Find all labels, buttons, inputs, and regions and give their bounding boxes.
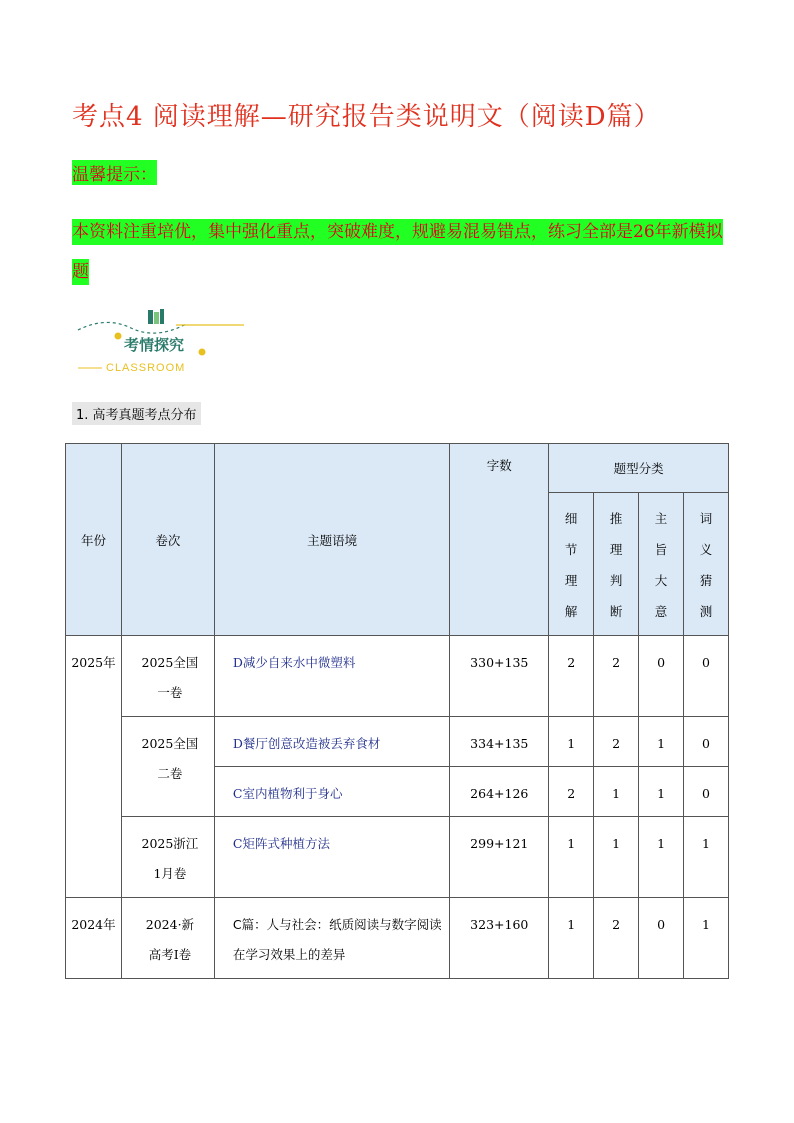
header-main-idea: 主旨大意 — [639, 493, 684, 636]
cell-topic: D减少自来水中微塑料 — [214, 636, 449, 717]
cell-year: 2025年 — [66, 636, 122, 898]
cell-words: 323+160 — [450, 898, 549, 979]
tip-label: 温馨提示： — [72, 160, 157, 185]
table-row — [66, 817, 729, 898]
header-inference: 推理判断 — [594, 493, 639, 636]
cell-paper: 2025全国二卷 — [121, 717, 214, 817]
cell-words: 299+121 — [450, 817, 549, 898]
cell-words: 334+135 — [450, 717, 549, 767]
cell-topic: C矩阵式种植方法 — [214, 817, 449, 898]
header-year: 年份 — [66, 444, 122, 636]
cell-count: 2 — [549, 767, 594, 817]
cell-count: 1 — [594, 817, 639, 898]
cell-count: 1 — [684, 898, 729, 979]
header-topic: 主题语境 — [214, 444, 449, 636]
cell-count: 0 — [684, 717, 729, 767]
cell-count: 2 — [594, 898, 639, 979]
table-row — [66, 717, 729, 767]
cell-count: 0 — [684, 636, 729, 717]
cell-count: 1 — [594, 767, 639, 817]
cell-topic: C室内植物利于身心 — [214, 767, 449, 817]
notice-paragraph — [72, 212, 732, 292]
cell-count: 1 — [549, 817, 594, 898]
section-title: 1. 高考真题考点分布 — [72, 402, 201, 425]
table-row — [66, 636, 729, 717]
header-paper: 卷次 — [121, 444, 214, 636]
cell-count: 1 — [549, 717, 594, 767]
exam-distribution-table — [65, 443, 729, 979]
header-word-meaning: 词义猜测 — [684, 493, 729, 636]
cell-count: 2 — [549, 636, 594, 717]
notice-text: 本资料注重培优，集中强化重点，突破难度，规避易混易错点，练习全部是26年新模拟题 — [72, 219, 723, 285]
cell-count: 1 — [639, 717, 684, 767]
cell-count: 2 — [594, 717, 639, 767]
cell-count: 0 — [684, 767, 729, 817]
cell-count: 1 — [684, 817, 729, 898]
cell-count: 1 — [639, 817, 684, 898]
logo-subtitle: CLASSROOM — [106, 362, 186, 374]
logo-banner — [76, 306, 256, 378]
header-words: 字数 — [450, 444, 549, 636]
cell-year: 2024年 — [66, 898, 122, 979]
cell-count: 1 — [639, 767, 684, 817]
cell-paper: 2025全国一卷 — [121, 636, 214, 717]
cell-count: 0 — [639, 636, 684, 717]
cell-paper: 2024·新高考Ⅰ卷 — [121, 898, 214, 979]
header-detail: 细节理解 — [549, 493, 594, 636]
cell-count: 1 — [549, 898, 594, 979]
logo-text: 考情探究 — [124, 336, 185, 354]
cell-topic: C篇：人与社会：纸质阅读与数字阅读在学习效果上的差异 — [214, 898, 449, 979]
cell-words: 330+135 — [450, 636, 549, 717]
cell-words: 264+126 — [450, 767, 549, 817]
cell-topic: D餐厅创意改造被丢弃食材 — [214, 717, 449, 767]
cell-count: 0 — [639, 898, 684, 979]
cell-count: 2 — [594, 636, 639, 717]
header-question-type: 题型分类 — [549, 444, 729, 493]
table-row — [66, 898, 729, 979]
cell-paper: 2025浙江1月卷 — [121, 817, 214, 898]
page-title: 考点4 阅读理解—研究报告类说明文（阅读D篇） — [72, 102, 661, 132]
